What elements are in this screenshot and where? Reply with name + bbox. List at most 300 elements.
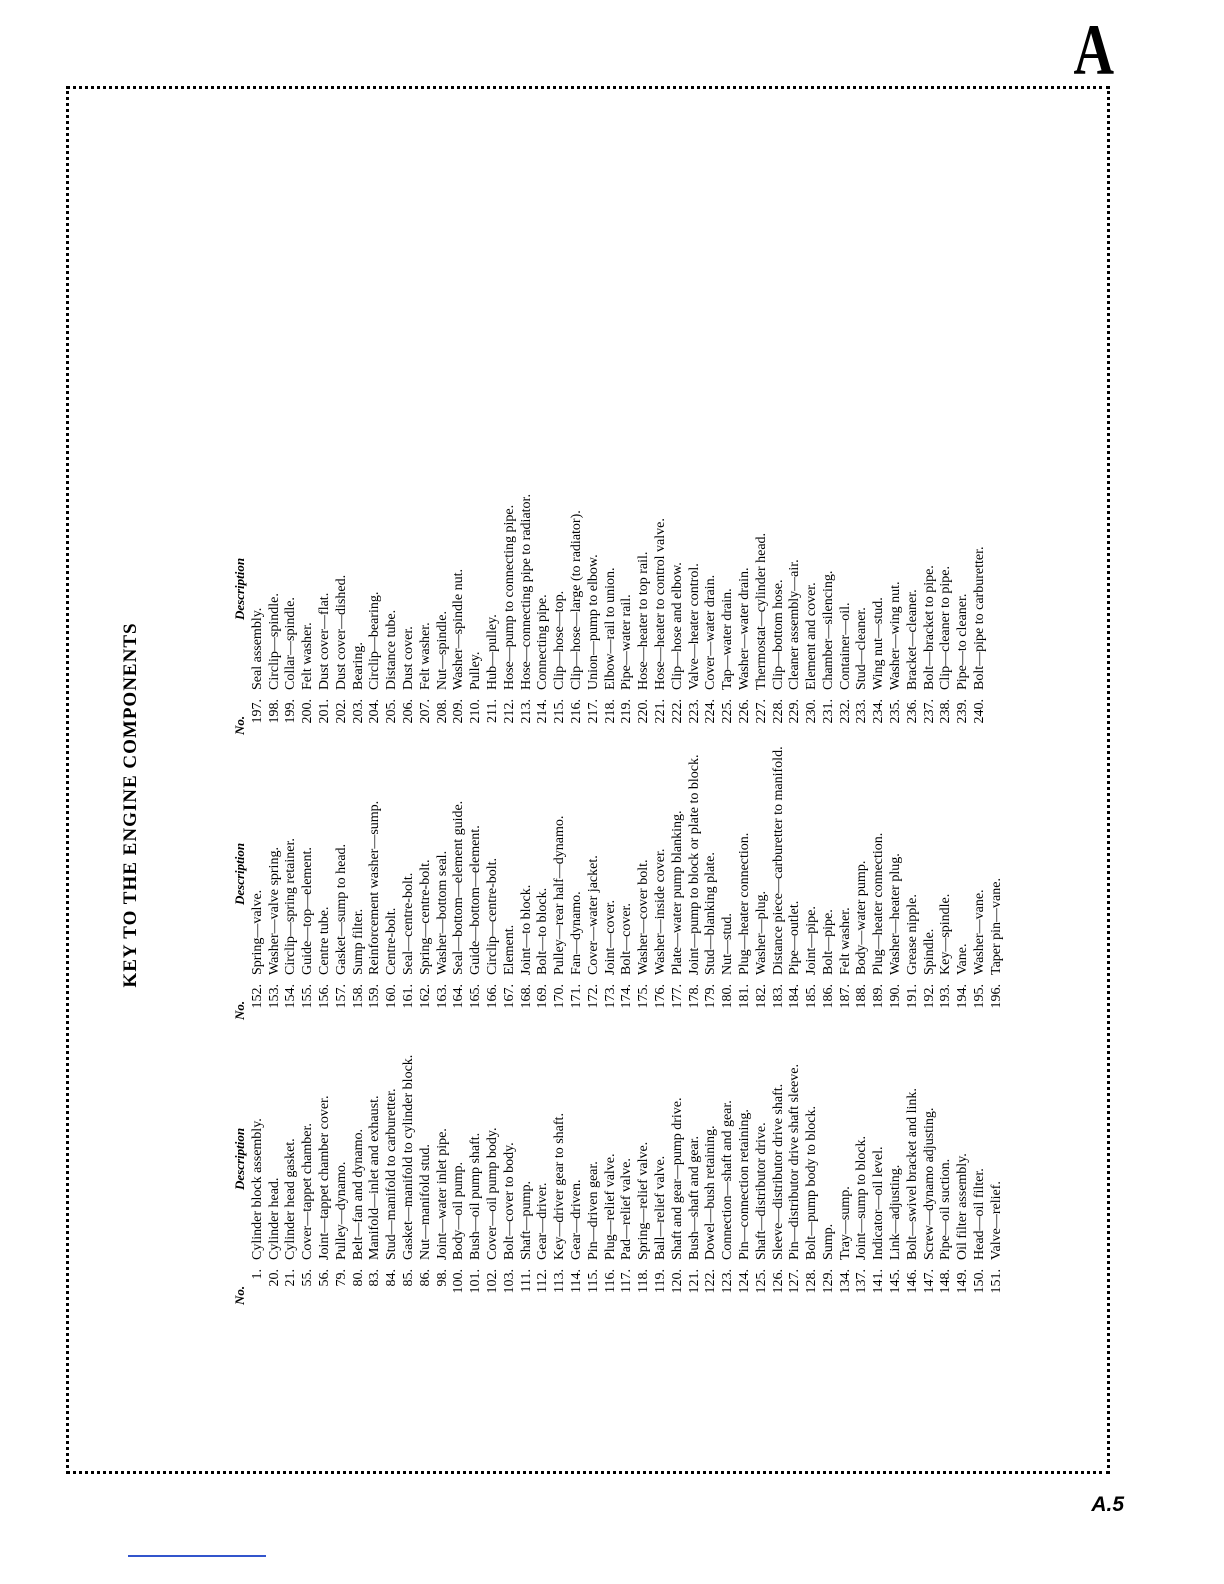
- part-description: Joint—pipe.: [804, 906, 820, 975]
- key-row: [367, 395, 384, 735]
- part-description: Washer—plug.: [753, 890, 769, 975]
- part-description: Container—oil.: [837, 602, 853, 690]
- part-number: 231.: [820, 699, 836, 724]
- part-number: 179.: [703, 984, 719, 1009]
- part-description: Pipe—to cleaner.: [955, 593, 971, 690]
- key-row: [300, 395, 317, 735]
- part-description: Washer—cover bolt.: [636, 859, 652, 975]
- part-number: 200.: [300, 699, 316, 724]
- part-description: Reinforcement washer—sump.: [367, 800, 383, 975]
- part-number: 80.: [350, 1269, 366, 1287]
- key-row: [619, 395, 636, 735]
- key-row: [703, 395, 720, 735]
- part-description: Body—water pump.: [854, 860, 870, 975]
- key-row: [401, 395, 418, 735]
- part-number: 159.: [367, 984, 383, 1009]
- part-description: Bolt—to block.: [535, 887, 551, 975]
- part-description: Dust cover.: [400, 626, 416, 690]
- part-description: Connection—shaft and gear.: [720, 1100, 736, 1260]
- part-number: 214.: [535, 699, 551, 724]
- part-number: 181.: [736, 984, 752, 1009]
- part-description: Guide—top—element.: [300, 847, 316, 975]
- key-row: [485, 395, 502, 735]
- part-number: 1.: [249, 1269, 265, 1280]
- part-description: Pipe—water rail.: [619, 594, 635, 690]
- part-number: 162.: [417, 984, 433, 1009]
- part-description: Bush—oil pump shaft.: [468, 1132, 484, 1260]
- header-description: Description: [232, 1127, 247, 1190]
- part-description: Thermostat—cylinder head.: [753, 532, 769, 690]
- page-title: KEY TO THE ENGINE COMPONENTS: [120, 622, 141, 988]
- part-description: Collar—spindle.: [283, 597, 299, 690]
- part-number: 189.: [871, 984, 887, 1009]
- part-number: 147.: [921, 1269, 937, 1294]
- part-number: 122.: [703, 1269, 719, 1294]
- part-description: Cleaner assembly—air.: [787, 559, 803, 690]
- part-number: 239.: [955, 699, 971, 724]
- part-number: 145.: [888, 1269, 904, 1294]
- part-number: 220.: [636, 699, 652, 724]
- part-description: Hose—heater to control valve.: [652, 518, 668, 690]
- part-number: 127.: [787, 1269, 803, 1294]
- part-description: Plug—relief valve.: [602, 1153, 618, 1260]
- part-description: Head—oil filter.: [972, 1168, 988, 1260]
- part-description: Circlip—spring retainer.: [283, 838, 299, 975]
- rotated-key-table: [120, 285, 1004, 1305]
- part-description: Bracket—cleaner.: [904, 589, 920, 690]
- part-number: 188.: [854, 984, 870, 1009]
- part-number: 222.: [669, 699, 685, 724]
- part-number: 20.: [266, 1269, 282, 1287]
- part-description: Felt washer.: [300, 622, 316, 690]
- part-number: 21.: [283, 1269, 299, 1287]
- part-number: 240.: [972, 699, 988, 724]
- part-number: 129.: [820, 1269, 836, 1294]
- part-description: Washer—valve spring.: [266, 847, 282, 975]
- part-description: Bolt—swivel bracket and link.: [904, 1088, 920, 1260]
- part-description: Distance tube.: [384, 609, 400, 690]
- part-number: 152.: [249, 984, 265, 1009]
- part-number: 56.: [316, 1269, 332, 1287]
- part-number: 237.: [921, 699, 937, 724]
- part-number: 120.: [669, 1269, 685, 1294]
- part-description: Key—spindle.: [938, 893, 954, 975]
- section-letter: A: [1073, 10, 1114, 90]
- column-header: [232, 395, 249, 735]
- part-number: 230.: [804, 699, 820, 724]
- part-number: 175.: [636, 984, 652, 1009]
- key-row: [351, 395, 368, 735]
- part-description: Hose—connecting pipe to radiator.: [518, 494, 534, 690]
- key-row: [569, 395, 586, 735]
- part-description: Pin—distributor drive shaft sleeve.: [787, 1064, 803, 1260]
- part-description: Plug—heater connection.: [871, 832, 887, 975]
- part-number: 154.: [283, 984, 299, 1009]
- part-number: 171.: [568, 984, 584, 1009]
- part-description: Hose—pump to connecting pipe.: [501, 504, 517, 690]
- part-number: 118.: [636, 1269, 652, 1293]
- part-description: Nut—stud.: [720, 913, 736, 975]
- part-description: Link—adjusting.: [888, 1164, 904, 1260]
- key-row: [283, 395, 300, 735]
- key-column-3: [232, 395, 989, 735]
- part-description: Manifold—inlet and exhaust.: [367, 1095, 383, 1260]
- part-number: 183.: [770, 984, 786, 1009]
- part-description: Dowel—bush retaining.: [703, 1125, 719, 1260]
- part-description: Tap—water drain.: [720, 588, 736, 690]
- part-description: Hub—pulley.: [484, 614, 500, 690]
- part-description: Bolt—pipe.: [820, 909, 836, 975]
- part-description: Gasket—sump to head.: [333, 843, 349, 975]
- part-description: Washer—water drain.: [736, 567, 752, 690]
- part-number: 148.: [938, 1269, 954, 1294]
- part-description: Bearing.: [350, 642, 366, 690]
- part-description: Valve—heater control.: [686, 563, 702, 690]
- page-number: A.5: [1091, 1493, 1124, 1516]
- part-number: 98.: [434, 1269, 450, 1287]
- part-description: Bolt—cover.: [619, 903, 635, 975]
- part-description: Spindle.: [921, 928, 937, 975]
- part-number: 232.: [837, 699, 853, 724]
- part-number: 141.: [871, 1269, 887, 1294]
- part-description: Clip—cleaner to pipe.: [938, 565, 954, 690]
- part-number: 217.: [585, 699, 601, 724]
- part-number: 218.: [602, 699, 618, 724]
- part-number: 119.: [652, 1269, 668, 1293]
- part-description: Cover—tappet chamber.: [300, 1123, 316, 1260]
- part-number: 204.: [367, 699, 383, 724]
- part-description: Shaft—distributor drive.: [753, 1122, 769, 1260]
- key-row: [871, 395, 888, 735]
- part-number: 102.: [484, 1269, 500, 1294]
- part-description: Circlip—spindle.: [266, 593, 282, 690]
- part-number: 195.: [972, 984, 988, 1009]
- key-row: [468, 395, 485, 735]
- part-description: Centre tube.: [316, 906, 332, 975]
- part-description: Chamber—silencing.: [820, 570, 836, 690]
- part-description: Spring—centre-bolt.: [417, 859, 433, 975]
- part-description: Washer—inside cover.: [652, 848, 668, 975]
- key-row: [754, 395, 771, 735]
- part-description: Circlip—centre-bolt.: [484, 857, 500, 975]
- part-description: Cover—water jacket.: [585, 855, 601, 975]
- part-number: 229.: [787, 699, 803, 724]
- part-number: 121.: [686, 1269, 702, 1294]
- part-number: 164.: [451, 984, 467, 1009]
- key-row: [737, 395, 754, 735]
- part-number: 112.: [535, 1269, 551, 1293]
- part-number: 163.: [434, 984, 450, 1009]
- part-description: Joint—cover.: [602, 899, 618, 975]
- part-description: Gasket—manifold to cylinder block.: [400, 1054, 416, 1260]
- part-description: Plug—heater connection.: [736, 832, 752, 975]
- part-description: Bolt—cover to body.: [501, 1142, 517, 1260]
- key-row: [636, 395, 653, 735]
- part-description: Gear—driven.: [568, 1179, 584, 1260]
- part-description: Cylinder head.: [266, 1177, 282, 1260]
- part-description: Grease nipple.: [904, 894, 920, 975]
- part-description: Oil filter assembly.: [955, 1153, 971, 1260]
- part-description: Cylinder head gasket.: [283, 1138, 299, 1260]
- part-number: 168.: [518, 984, 534, 1009]
- part-number: 199.: [283, 699, 299, 724]
- part-number: 160.: [384, 984, 400, 1009]
- part-number: 236.: [904, 699, 920, 724]
- key-row: [771, 395, 788, 735]
- part-description: Joint—pump to block or plate to block.: [686, 754, 702, 975]
- part-description: Pulley—dynamo.: [333, 1161, 349, 1260]
- key-row: [502, 395, 519, 735]
- part-description: Pipe—oil suction.: [938, 1158, 954, 1260]
- part-description: Circlip—bearing.: [367, 591, 383, 690]
- key-row: [418, 395, 435, 735]
- part-description: Pulley.: [468, 651, 484, 690]
- part-number: 146.: [904, 1269, 920, 1294]
- part-number: 86.: [417, 1269, 433, 1287]
- key-row: [888, 395, 905, 735]
- key-row: [317, 395, 334, 735]
- key-row: [972, 395, 989, 735]
- header-no: No.: [232, 1285, 247, 1305]
- part-description: Elbow—rail to union.: [602, 567, 618, 690]
- part-number: 79.: [333, 1269, 349, 1287]
- part-number: 84.: [384, 1269, 400, 1287]
- part-number: 216.: [568, 699, 584, 724]
- part-number: 184.: [787, 984, 803, 1009]
- part-number: 196.: [988, 984, 1004, 1009]
- part-description: Tray—sump.: [837, 1186, 853, 1260]
- part-number: 235.: [888, 699, 904, 724]
- part-number: 197.: [249, 699, 265, 724]
- part-description: Indicator—oil level.: [871, 1146, 887, 1260]
- part-description: Joint—to block.: [518, 884, 534, 975]
- part-number: 212.: [501, 699, 517, 724]
- part-description: Centre-bolt.: [384, 907, 400, 975]
- part-description: Bolt—pipe to carburetter.: [972, 546, 988, 690]
- part-number: 186.: [820, 984, 836, 1009]
- part-number: 233.: [854, 699, 870, 724]
- header-no: No.: [232, 715, 247, 735]
- part-number: 226.: [736, 699, 752, 724]
- part-number: 151.: [988, 1269, 1004, 1294]
- key-row: [821, 395, 838, 735]
- part-number: 182.: [753, 984, 769, 1009]
- part-number: 205.: [384, 699, 400, 724]
- key-row: [552, 395, 569, 735]
- part-description: Pin—connection retaining.: [736, 1109, 752, 1260]
- key-rows: [250, 395, 989, 735]
- part-description: Spring—relief valve.: [636, 1141, 652, 1260]
- part-number: 123.: [720, 1269, 736, 1294]
- key-row: [535, 395, 552, 735]
- key-row: [435, 395, 452, 735]
- part-number: 173.: [602, 984, 618, 1009]
- part-number: 166.: [484, 984, 500, 1009]
- part-description: Taper pin—vane.: [988, 878, 1004, 975]
- part-description: Key—driver gear to shaft.: [552, 1113, 568, 1260]
- part-number: 209.: [451, 699, 467, 724]
- part-description: Washer—wing nut.: [888, 581, 904, 690]
- footer-rule: [128, 1555, 266, 1557]
- part-description: Nut—spindle.: [434, 611, 450, 690]
- part-number: 208.: [434, 699, 450, 724]
- part-number: 83.: [367, 1269, 383, 1287]
- key-row: [451, 395, 468, 735]
- part-number: 187.: [837, 984, 853, 1009]
- part-number: 165.: [468, 984, 484, 1009]
- part-description: Joint—sump to block.: [854, 1135, 870, 1260]
- part-description: Hose—heater to top rail.: [636, 551, 652, 690]
- part-description: Shaft—pump.: [518, 1181, 534, 1260]
- part-number: 85.: [400, 1269, 416, 1287]
- part-number: 155.: [300, 984, 316, 1009]
- part-number: 223.: [686, 699, 702, 724]
- part-description: Seal—bottom—element guide.: [451, 800, 467, 975]
- part-number: 207.: [417, 699, 433, 724]
- part-description: Pad—relief valve.: [619, 1158, 635, 1260]
- part-number: 238.: [938, 699, 954, 724]
- part-number: 225.: [720, 699, 736, 724]
- key-row: [854, 395, 871, 735]
- part-number: 185.: [804, 984, 820, 1009]
- part-number: 201.: [316, 699, 332, 724]
- part-description: Belt—fan and dynamo.: [350, 1128, 366, 1260]
- part-number: 150.: [972, 1269, 988, 1294]
- part-description: Dust cover—flat.: [316, 592, 332, 690]
- part-number: 156.: [316, 984, 332, 1009]
- key-row: [653, 395, 670, 735]
- part-description: Vane.: [955, 943, 971, 975]
- part-number: 172.: [585, 984, 601, 1009]
- key-row: [922, 395, 939, 735]
- part-number: 224.: [703, 699, 719, 724]
- part-description: Pipe—outlet.: [787, 900, 803, 975]
- part-description: Gear—driver.: [535, 1182, 551, 1260]
- part-description: Sump filter.: [350, 908, 366, 975]
- part-number: 169.: [535, 984, 551, 1009]
- part-description: Dust cover—dished.: [333, 574, 349, 690]
- part-number: 227.: [753, 699, 769, 724]
- part-number: 203.: [350, 699, 366, 724]
- key-row: [989, 680, 1006, 1020]
- part-description: Stud—blanking plate.: [703, 852, 719, 975]
- part-description: Element.: [501, 924, 517, 975]
- part-description: Connecting pipe.: [535, 594, 551, 690]
- part-number: 219.: [619, 699, 635, 724]
- part-number: 153.: [266, 984, 282, 1009]
- part-description: Spring—valve.: [249, 889, 265, 975]
- header-description: Description: [232, 557, 247, 620]
- part-number: 170.: [552, 984, 568, 1009]
- part-description: Joint—water inlet pipe.: [434, 1128, 450, 1260]
- part-number: 202.: [333, 699, 349, 724]
- part-number: 125.: [753, 1269, 769, 1294]
- part-number: 206.: [400, 699, 416, 724]
- part-number: 103.: [501, 1269, 517, 1294]
- part-description: Joint—tappet chamber cover.: [316, 1095, 332, 1260]
- part-description: Ball—relief valve.: [652, 1155, 668, 1260]
- part-number: 180.: [720, 984, 736, 1009]
- part-description: Washer—bottom seal.: [434, 850, 450, 975]
- key-row: [384, 395, 401, 735]
- part-number: 111.: [518, 1269, 534, 1293]
- key-row: [938, 395, 955, 735]
- part-number: 234.: [871, 699, 887, 724]
- part-description: Sleeve—distributor drive shaft.: [770, 1083, 786, 1260]
- part-number: 194.: [955, 984, 971, 1009]
- part-number: 124.: [736, 1269, 752, 1294]
- part-description: Body—oil pump.: [451, 1161, 467, 1260]
- part-description: Cover—oil pump body.: [484, 1127, 500, 1260]
- part-description: Bush—shaft and gear.: [686, 1135, 702, 1260]
- part-number: 176.: [652, 984, 668, 1009]
- key-row: [586, 395, 603, 735]
- part-number: 192.: [921, 984, 937, 1009]
- part-number: 167.: [501, 984, 517, 1009]
- part-number: 137.: [854, 1269, 870, 1294]
- part-description: Clip—hose—large (to radiator).: [568, 510, 584, 690]
- part-description: Seal assembly.: [249, 607, 265, 690]
- part-description: Felt washer.: [417, 622, 433, 690]
- part-description: Distance piece—carburetter to manifold.: [770, 746, 786, 975]
- part-number: 177.: [669, 984, 685, 1009]
- part-number: 161.: [400, 984, 416, 1009]
- part-description: Stud—cleaner.: [854, 607, 870, 690]
- key-row: [955, 395, 972, 735]
- part-number: 213.: [518, 699, 534, 724]
- part-description: Union—pump to elbow.: [585, 554, 601, 690]
- part-description: Stud—manifold to carburetter.: [384, 1088, 400, 1260]
- part-description: Cover—water drain.: [703, 574, 719, 690]
- part-description: Screw—dynamo adjusting.: [921, 1107, 937, 1260]
- part-description: Pin—driven gear.: [585, 1161, 601, 1260]
- part-description: Plate—water pump blanking.: [669, 810, 685, 975]
- part-description: Sump.: [820, 1223, 836, 1260]
- part-number: 198.: [266, 699, 282, 724]
- key-row: [250, 395, 267, 735]
- part-number: 158.: [350, 984, 366, 1009]
- part-number: 100.: [451, 1269, 467, 1294]
- part-description: Fan—dynamo.: [568, 891, 584, 975]
- key-row: [905, 395, 922, 735]
- key-row: [519, 395, 536, 735]
- header-no: No.: [232, 1000, 247, 1020]
- part-description: Guide—bottom—element.: [468, 825, 484, 975]
- key-row: [687, 395, 704, 735]
- part-number: 190.: [888, 984, 904, 1009]
- key-row: [670, 395, 687, 735]
- part-description: Nut—manifold stud.: [417, 1144, 433, 1260]
- key-row: [334, 395, 351, 735]
- part-number: 174.: [619, 984, 635, 1009]
- key-row: [267, 395, 284, 735]
- part-description: Felt washer.: [837, 907, 853, 975]
- part-description: Valve—relief.: [988, 1181, 1004, 1260]
- part-number: 178.: [686, 984, 702, 1009]
- part-description: Wing nut—stud.: [871, 597, 887, 690]
- part-number: 126.: [770, 1269, 786, 1294]
- part-number: 221.: [652, 699, 668, 724]
- part-number: 115.: [585, 1269, 601, 1293]
- part-description: Washer—spindle nut.: [451, 569, 467, 690]
- part-description: Bolt—bracket to pipe.: [921, 565, 937, 690]
- part-number: 193.: [938, 984, 954, 1009]
- part-description: Seal—centre-bolt.: [400, 872, 416, 975]
- part-number: 211.: [484, 699, 500, 723]
- part-number: 191.: [904, 984, 920, 1009]
- part-description: Clip—hose and elbow.: [669, 562, 685, 690]
- part-number: 113.: [552, 1269, 568, 1293]
